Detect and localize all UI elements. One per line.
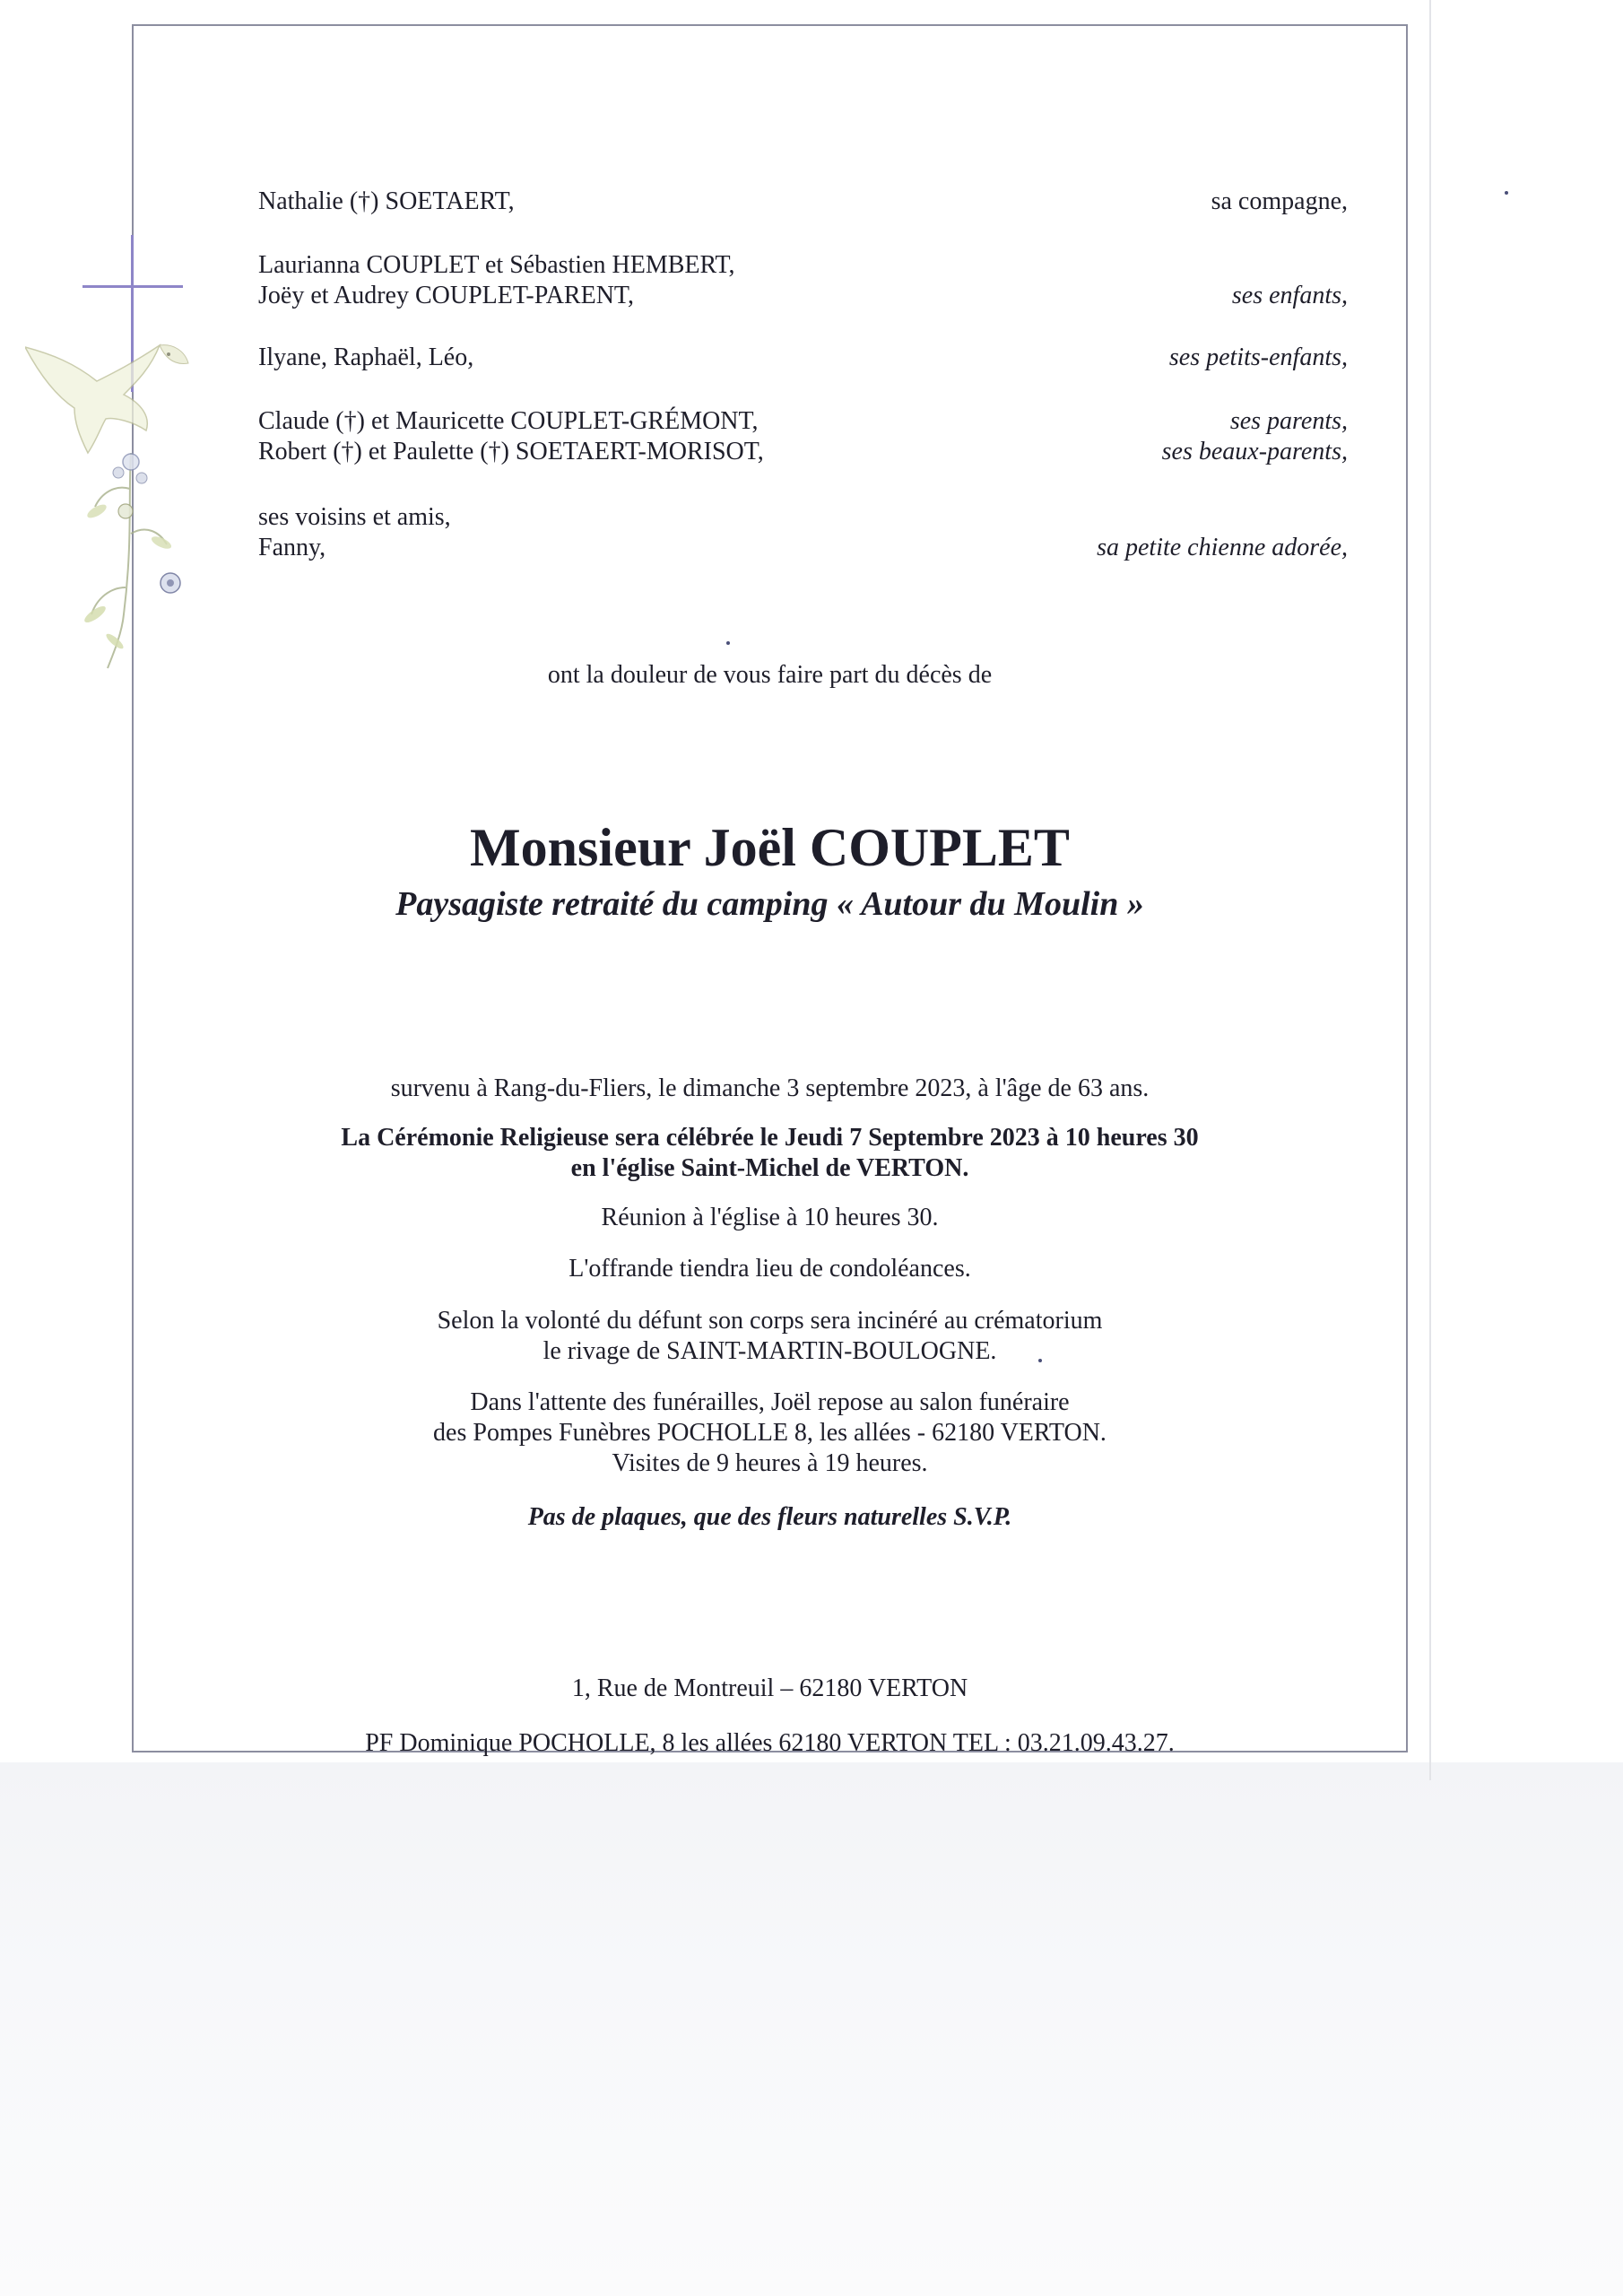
rest-line-1: Dans l'attente des funérailles, Joël repose au salon funéraire (470, 1388, 1070, 1416)
dog-relation: sa petite chienne adorée, (1097, 534, 1348, 561)
children-name-2: Joëy et Audrey COUPLET-PARENT, (258, 282, 634, 309)
neighbours-name: ses voisins et amis, (258, 503, 451, 531)
footer-funeral-home: PF Dominique POCHOLLE, 8 les allées 62180 VERTON TEL : 03.21.09.43.27. (365, 1729, 1175, 1757)
rest-line-3: Visites de 9 heures à 19 heures. (612, 1449, 928, 1477)
scan-speck (726, 641, 730, 645)
grandchildren-name: Ilyane, Raphaël, Léo, (258, 344, 474, 371)
announcement-text: ont la douleur de vous faire part du décès de (547, 661, 993, 689)
children-name-1: Laurianna COUPLET et Sébastien HEMBERT, (258, 251, 735, 279)
offering-text: L'offrande tiendra lieu de condoléances. (568, 1255, 971, 1283)
parents-relation: ses parents, (1229, 407, 1348, 435)
companion-name: Nathalie (†) SOETAERT, (258, 187, 515, 215)
flowers-note: Pas de plaques, que des fleurs naturelles S.V.P. (527, 1503, 1012, 1531)
death-details: survenu à Rang-du-Fliers, le dimanche 3 septembre 2023, à l'âge de 63 ans. (390, 1074, 1150, 1102)
footer-address: 1, Rue de Montreuil – 62180 VERTON (571, 1674, 968, 1702)
deceased-occupation: Paysagiste retraité du camping « Autour du Moulin » (395, 885, 1144, 923)
grandchildren-relation: ses petits-enfants, (1168, 344, 1348, 371)
parents-in-law-name: Robert (†) et Paulette (†) SOETAERT-MORISOT, (258, 438, 764, 465)
ceremony-line-1: La Cérémonie Religieuse sera célébrée le Jeudi 7 Septembre 2023 à 10 heures 30 (341, 1124, 1199, 1152)
deceased-name: Monsieur Joël COUPLET (470, 818, 1070, 877)
ceremony-line-2: en l'église Saint-Michel de VERTON. (570, 1154, 969, 1182)
dove-flower-illustration (25, 318, 213, 677)
cremation-line-1: Selon la volonté du défunt son corps sera incinéré au crématorium (437, 1307, 1103, 1335)
rest-line-2: des Pompes Funèbres POCHOLLE 8, les allées - 62180 VERTON. (433, 1419, 1107, 1447)
dog-name: Fanny, (258, 534, 326, 561)
cross-icon-horizontal (82, 285, 183, 288)
scan-speck (1505, 191, 1508, 195)
companion-relation: sa compagne, (1211, 187, 1348, 215)
parents-name: Claude (†) et Mauricette COUPLET-GRÉMONT, (258, 407, 759, 435)
scan-background (0, 1762, 1623, 2296)
parents-in-law-relation: ses beaux-parents, (1161, 438, 1348, 465)
scan-edge-line (1429, 0, 1431, 1780)
cremation-line-2: le rivage de SAINT-MARTIN-BOULOGNE. (542, 1337, 997, 1365)
children-relation: ses enfants, (1231, 282, 1348, 309)
meeting-text: Réunion à l'église à 10 heures 30. (601, 1204, 939, 1231)
